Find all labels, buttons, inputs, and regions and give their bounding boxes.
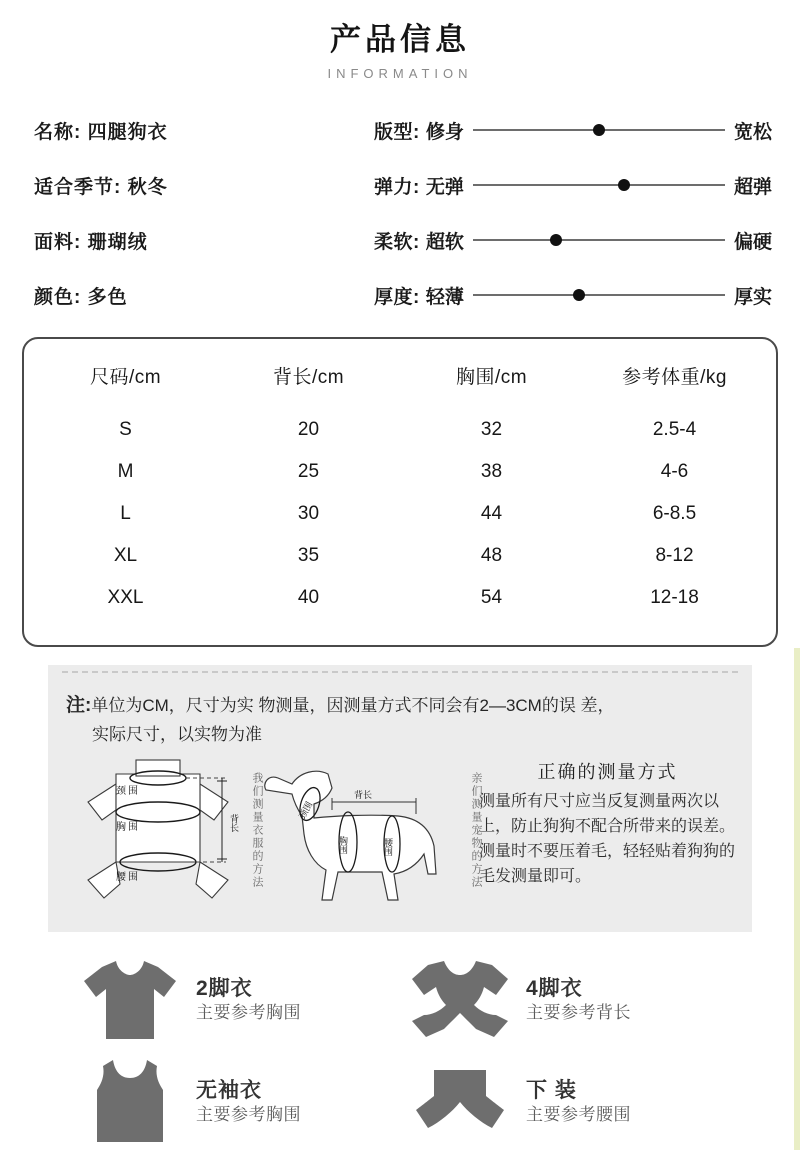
page-subtitle: INFORMATION xyxy=(327,65,473,81)
slider-thumb-softness[interactable] xyxy=(550,234,562,246)
col-header-weight: 参考体重/kg xyxy=(622,366,727,388)
type-item-two-leg xyxy=(70,952,400,1048)
note-key-label: 注: xyxy=(66,694,92,716)
measurement-title: 正确的测量方式 xyxy=(537,762,678,783)
slider-left-cap-elasticity: 无弹 xyxy=(425,176,464,198)
dog-caption-wrap xyxy=(470,772,481,894)
label-back-length: 背长 xyxy=(354,790,373,801)
slider-label-fit: 版型: xyxy=(374,121,420,143)
garment-measurement-diagram xyxy=(58,754,263,914)
bottoms-icon-svg xyxy=(408,1066,512,1138)
slider-track-elasticity[interactable] xyxy=(473,176,725,194)
spec-list-left xyxy=(34,115,374,309)
slider-label-thickness: 厚度: xyxy=(374,286,420,308)
type-desc: 主要参考背长 xyxy=(526,1002,631,1022)
slider-thumb-thickness[interactable] xyxy=(573,289,585,301)
bottoms-icon xyxy=(400,1066,520,1138)
note-line-1: 单位为CM，尺寸为实 物测量，因测量方式不同会有2—3CM的误 差， xyxy=(91,695,615,715)
slider-thumb-fit[interactable] xyxy=(593,124,605,136)
type-desc: 主要参考胸围 xyxy=(196,1002,301,1022)
slider-left-cap-fit: 修身 xyxy=(425,121,464,143)
type-desc: 主要参考腰围 xyxy=(526,1104,631,1124)
slider-right-cap-elasticity: 超弹 xyxy=(733,176,772,198)
type-name: 下 装 xyxy=(526,1078,577,1102)
cell-chest: 44 xyxy=(480,502,503,524)
cell-weight: 4-6 xyxy=(660,460,689,482)
page-header xyxy=(0,0,800,81)
table-row xyxy=(34,535,766,577)
slider-left-cap-softness: 超软 xyxy=(425,231,464,253)
slider-left-cap-thickness: 轻薄 xyxy=(425,286,464,308)
cell-size: L xyxy=(120,502,131,524)
type-name: 2脚衣 xyxy=(196,976,253,1000)
cell-back: 25 xyxy=(297,460,320,482)
note-line-2: 实际尺寸，以实物为准 xyxy=(92,725,262,745)
cell-size: S xyxy=(119,418,132,440)
cell-chest: 54 xyxy=(480,586,503,608)
slider-track-line-thickness xyxy=(473,294,725,296)
tank-top-icon-svg xyxy=(93,1058,167,1146)
slider-right-cap-thickness: 厚实 xyxy=(733,286,772,308)
type-desc: 主要参考胸围 xyxy=(196,1104,301,1124)
table-row xyxy=(34,577,766,619)
col-header-chest: 胸围/cm xyxy=(455,366,528,388)
cell-weight: 6-8.5 xyxy=(652,502,697,524)
cell-chest: 32 xyxy=(480,418,503,440)
slider-right-cap-fit: 宽松 xyxy=(733,121,772,143)
cell-weight: 8-12 xyxy=(655,544,694,566)
slider-row-softness xyxy=(374,227,772,254)
four-leg-suit-icon xyxy=(400,957,520,1043)
tank-top-icon xyxy=(70,1058,190,1146)
slider-track-fit[interactable] xyxy=(473,121,725,139)
measurement-instructions xyxy=(473,754,742,889)
type-labels-two-leg xyxy=(190,976,301,1025)
type-labels-bottoms xyxy=(520,1078,631,1127)
slider-track-line-softness xyxy=(473,239,725,241)
col-header-back: 背长/cm xyxy=(272,366,345,388)
label-chest: 胸围 xyxy=(116,822,140,834)
spec-fabric: 面料: 珊瑚绒 xyxy=(34,231,148,253)
slider-right-cap-softness: 偏硬 xyxy=(733,231,772,253)
slider-track-thickness[interactable] xyxy=(473,286,725,304)
type-item-sleeveless xyxy=(70,1054,400,1150)
garment-diagram-caption: 我们测量衣服的方法 xyxy=(251,772,263,890)
type-name: 无袖衣 xyxy=(196,1078,262,1102)
slider-label-softness: 柔软: xyxy=(374,231,420,253)
product-spec-section xyxy=(0,115,800,309)
slider-label-elasticity: 弹力: xyxy=(374,176,420,198)
table-row xyxy=(34,493,766,535)
note-dashed-divider xyxy=(62,671,738,673)
type-labels-sleeveless xyxy=(190,1078,301,1127)
four-leg-suit-icon-svg xyxy=(410,957,510,1043)
spec-name: 名称: 四腿狗衣 xyxy=(34,121,168,143)
label-neck: 颈围 xyxy=(297,800,315,821)
note-text xyxy=(48,681,752,749)
right-edge-strip xyxy=(794,648,800,1150)
cell-chest: 38 xyxy=(480,460,503,482)
slider-thumb-elasticity[interactable] xyxy=(618,179,630,191)
cell-back: 40 xyxy=(297,586,320,608)
cell-weight: 12-18 xyxy=(650,586,699,608)
type-item-bottoms xyxy=(400,1054,730,1150)
cell-weight: 2.5-4 xyxy=(652,418,697,440)
type-labels-four-leg xyxy=(520,976,631,1025)
measurement-note-box xyxy=(48,665,752,933)
type-name: 4脚衣 xyxy=(526,976,583,1000)
cell-back: 35 xyxy=(297,544,320,566)
dog-diagram-caption: 亲们测量宠物的方法 xyxy=(470,772,482,890)
size-chart-table xyxy=(34,361,766,619)
size-chart-card xyxy=(22,337,778,647)
cell-back: 30 xyxy=(297,502,320,524)
cell-back: 20 xyxy=(297,418,320,440)
page-title: 产品信息 xyxy=(330,22,470,57)
label-waist: 腰围 xyxy=(116,872,140,884)
cell-size: XXL xyxy=(107,586,144,608)
tshirt-icon xyxy=(70,957,190,1043)
table-row xyxy=(34,409,766,451)
type-item-four-leg xyxy=(400,952,730,1048)
label-back-length: 背长 xyxy=(229,814,239,833)
slider-row-thickness xyxy=(374,282,772,309)
garment-diagram-svg xyxy=(58,754,258,914)
cell-chest: 48 xyxy=(480,544,503,566)
dog-measurement-diagram xyxy=(258,754,482,914)
measurement-diagram-area xyxy=(48,748,752,914)
spec-season: 适合季节: 秋冬 xyxy=(34,176,168,198)
spec-color: 颜色: 多色 xyxy=(34,286,128,308)
tshirt-icon-svg xyxy=(82,957,178,1043)
table-row xyxy=(34,451,766,493)
cell-size: M xyxy=(117,460,134,482)
measurement-body: 测量所有尺寸应当反复测量两次以上，防止狗狗不配合所带来的误差。测量时不要压着毛，轻轻贴着狗狗的毛发测量即可。 xyxy=(479,793,736,885)
slider-track-line-elasticity xyxy=(473,184,725,186)
garment-type-grid xyxy=(0,952,800,1150)
label-chest: 胸围 xyxy=(338,836,348,855)
label-neck: 颈围 xyxy=(116,786,140,798)
col-header-size: 尺码/cm xyxy=(89,366,162,388)
slider-track-softness[interactable] xyxy=(473,231,725,249)
spec-slider-list xyxy=(374,115,772,309)
label-waist: 腰围 xyxy=(383,838,393,857)
slider-row-elasticity xyxy=(374,172,772,199)
table-header-row xyxy=(34,361,766,409)
dog-diagram-svg xyxy=(258,754,458,914)
slider-row-fit xyxy=(374,117,772,144)
cell-size: XL xyxy=(113,544,138,566)
